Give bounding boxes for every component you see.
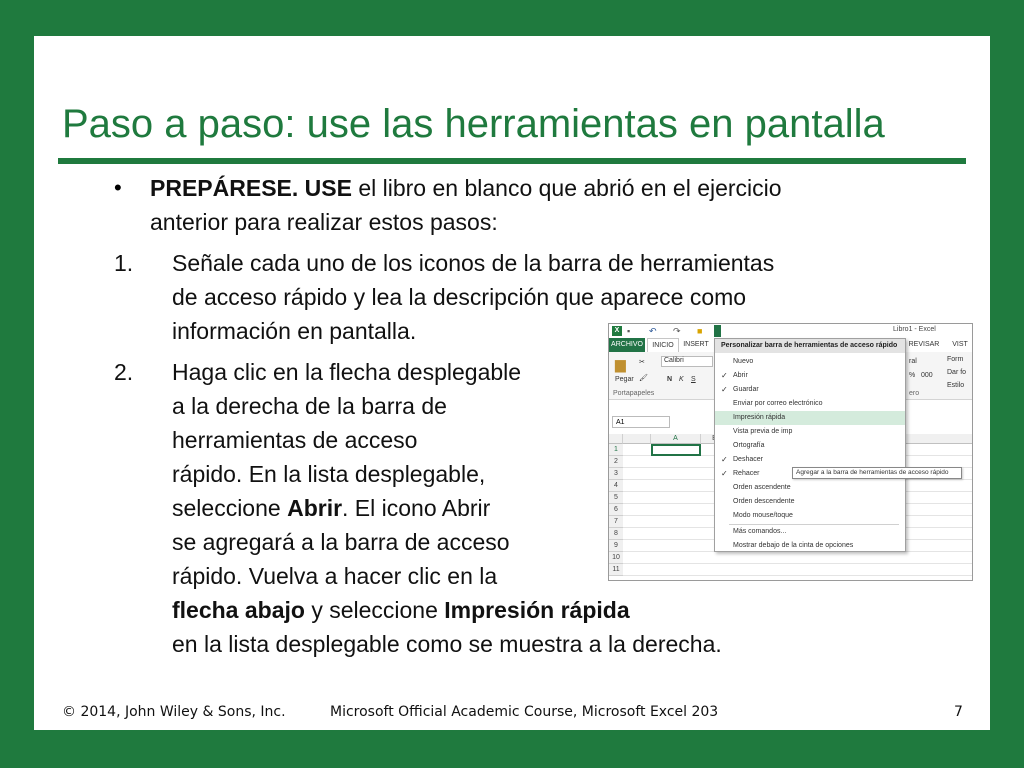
tab-revisar[interactable]: REVISAR [908, 341, 940, 348]
menu-item-label: Enviar por correo electrónico [733, 400, 823, 407]
slide [34, 36, 990, 730]
bullet-line-1 [150, 171, 782, 205]
menu-item-label: Ortografía [733, 442, 765, 449]
title-divider [58, 158, 966, 164]
bullet-text-1: el libro en blanco que abrió en el ejercicio [351, 175, 782, 201]
bold-button[interactable]: N [667, 376, 673, 383]
step-1-line-2: de acceso rápido y lea la descripción que aparece como [172, 284, 747, 310]
quick-access-toolbar [609, 324, 972, 338]
menu-item-label: Impresión rápida [733, 414, 786, 421]
menu-item-label: Orden descendente [733, 498, 795, 505]
row-header[interactable]: 9 [609, 540, 623, 552]
save-icon[interactable]: ▪ [627, 326, 631, 336]
row-header[interactable]: 10 [609, 552, 623, 564]
grid-row[interactable] [623, 564, 973, 576]
tab-insertar[interactable]: INSERT [683, 341, 709, 348]
menu-item-nuevo[interactable] [715, 355, 905, 369]
step-2-line-1: Haga clic en la flecha desplegable [172, 359, 522, 385]
step-2-line-2: a la derecha de la barra de [172, 393, 447, 419]
menu-item-deshacer[interactable] [715, 453, 905, 467]
cell-styles-button[interactable]: Estilo [947, 382, 965, 389]
percent-button[interactable]: % [909, 372, 916, 379]
row-header[interactable]: 4 [609, 480, 623, 492]
step-2-line-8b: y seleccione [304, 597, 445, 623]
row-header[interactable]: 6 [609, 504, 623, 516]
tooltip: Agregar a la barra de herramientas de acceso rápido [792, 467, 962, 479]
menu-item-label: Modo mouse/toque [733, 512, 793, 519]
menu-header: Personalizar barra de herramientas de acceso rápido [715, 339, 905, 353]
step-2-line-5a: seleccione [172, 495, 288, 521]
menu-item-guardar[interactable] [715, 383, 905, 397]
tab-inicio[interactable]: INICIO [647, 338, 679, 352]
undo-icon[interactable]: ↶ [649, 326, 657, 336]
menu-item-label: Nuevo [733, 358, 754, 365]
selected-cell-a1[interactable] [651, 444, 701, 456]
step-1-number: 1. [114, 250, 134, 276]
thousands-button[interactable]: 000 [921, 372, 933, 379]
menu-item-label: Rehacer [733, 470, 760, 477]
menu-item-label: Deshacer [733, 456, 763, 463]
menu-item-orden-descendente[interactable] [715, 495, 905, 509]
name-box[interactable]: A1 [612, 416, 670, 428]
menu-item-abrir[interactable] [715, 369, 905, 383]
slide-title: Paso a paso: use las herramientas en pantalla [62, 102, 885, 146]
step-2-line-7: rápido. Vuelva a hacer clic en la [172, 563, 498, 589]
bullet-symbol: • [114, 175, 122, 200]
step-2-line-5 [172, 491, 490, 525]
menu-item-orden-ascendente[interactable] [715, 481, 905, 495]
row-header[interactable]: 5 [609, 492, 623, 504]
menu-item-label: Guardar [733, 386, 759, 393]
step-2-number: 2. [114, 359, 134, 385]
customize-qat-menu [714, 338, 906, 552]
paste-icon[interactable]: ▆ [615, 356, 626, 372]
column-header-blank [623, 434, 651, 444]
window-title: Libro1 - Excel [893, 326, 936, 333]
conditional-format-button[interactable]: Form [947, 356, 964, 363]
menu-item-label: Mostrar debajo de la cinta de opciones [733, 542, 854, 549]
tab-archivo[interactable]: ARCHIVO [609, 338, 645, 352]
format-painter-icon[interactable]: 🖌 [639, 375, 648, 382]
step-2-line-8 [172, 593, 630, 627]
step-2-line-3: herramientas de acceso [172, 427, 418, 453]
menu-item-label: Vista previa de imp [733, 428, 793, 435]
row-header[interactable]: 7 [609, 516, 623, 528]
number-format-box[interactable]: ral [909, 358, 917, 365]
footer-copyright: © 2014, John Wiley & Sons, Inc. [62, 704, 286, 720]
menu-item-mas-comandos[interactable] [715, 525, 905, 539]
footer-page-number: 7 [954, 704, 963, 720]
checkmark-icon: ✓ [721, 469, 728, 478]
italic-button[interactable]: K [679, 376, 684, 383]
row-header[interactable]: 2 [609, 456, 623, 468]
select-all-corner[interactable] [609, 434, 623, 444]
step-1-line-3: información en pantalla. [172, 318, 417, 344]
bullet-line-2: anterior para realizar estos pasos: [150, 209, 498, 235]
row-header[interactable]: 1 [609, 444, 623, 456]
step-1-line-1: Señale cada uno de los iconos de la barra de herramientas [172, 250, 775, 276]
clipboard-group-label: Portapapeles [613, 390, 655, 397]
bullet-bold: PREPÁRESE. USE [150, 175, 352, 201]
step-2-line-9: en la lista desplegable como se muestra a la derecha. [172, 631, 722, 657]
footer-course: Microsoft Official Academic Course, Microsoft Excel 203 [330, 704, 719, 720]
number-group-label: ero [909, 390, 920, 397]
underline-button[interactable]: S [691, 376, 696, 383]
tab-vista[interactable]: VIST [952, 341, 968, 348]
checkmark-icon: ✓ [721, 385, 728, 394]
menu-item-enviar-correo[interactable] [715, 397, 905, 411]
font-name-box[interactable]: Calibri [661, 356, 713, 367]
menu-item-label: Orden ascendente [733, 484, 791, 491]
step-2-bold-abrir: Abrir [287, 495, 343, 521]
excel-screenshot [608, 323, 973, 581]
menu-item-label: Más comandos... [733, 528, 787, 535]
menu-item-ortografia[interactable] [715, 439, 905, 453]
menu-item-vista-previa[interactable] [715, 425, 905, 439]
step-2-bold-impresion: Impresión rápida [444, 597, 630, 623]
row-header[interactable]: 11 [609, 564, 623, 576]
checkmark-icon: ✓ [721, 371, 728, 380]
paste-label[interactable]: Pegar [615, 376, 634, 383]
step-2-line-6: se agregará a la barra de acceso [172, 529, 510, 555]
step-2-line-5c: . El icono Abrir [342, 495, 491, 521]
qat-dropdown-arrow-icon[interactable] [714, 325, 721, 337]
format-table-button[interactable]: Dar fo [947, 369, 967, 376]
checkmark-icon: ✓ [721, 455, 728, 464]
redo-icon[interactable]: ↷ [673, 326, 681, 336]
menu-item-mostrar-debajo[interactable] [715, 539, 905, 553]
row-header[interactable]: 8 [609, 528, 623, 540]
step-2-bold-flecha: flecha abajo [172, 597, 305, 623]
row-header[interactable]: 3 [609, 468, 623, 480]
menu-item-impresion-rapida[interactable] [715, 411, 905, 425]
step-2-line-4: rápido. En la lista desplegable, [172, 461, 486, 487]
grid-row[interactable] [623, 552, 973, 564]
menu-item-modo-mouse[interactable] [715, 509, 905, 523]
cut-icon[interactable]: ✂ [639, 359, 645, 366]
column-header-a[interactable]: A [651, 434, 701, 444]
excel-logo-icon: X [612, 326, 622, 336]
open-folder-icon[interactable]: ■ [697, 326, 703, 336]
menu-item-label: Abrir [733, 372, 748, 379]
